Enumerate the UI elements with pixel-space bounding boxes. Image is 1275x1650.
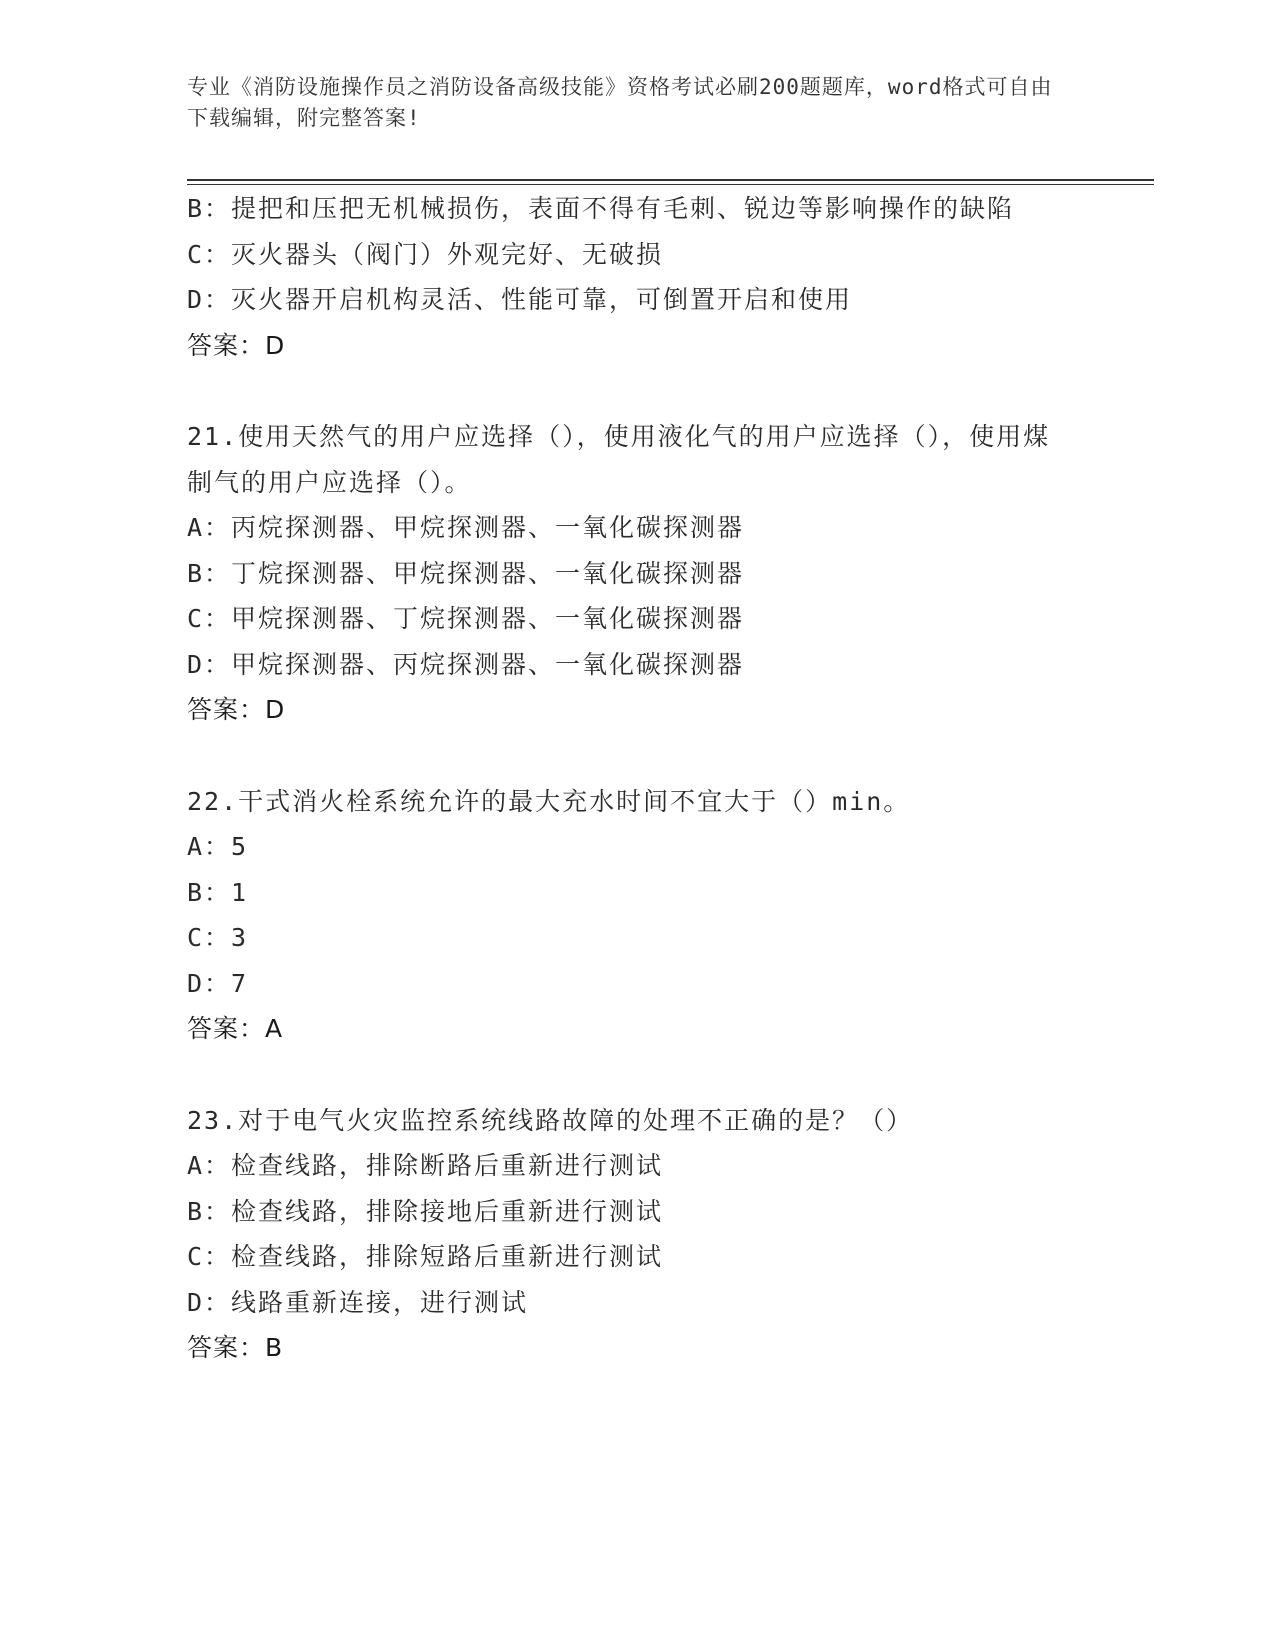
question-stem: 22.干式消火栓系统允许的最大充水时间不宜大于（）min。 bbox=[187, 786, 911, 816]
question-spacer bbox=[187, 368, 1087, 414]
option-d: D：灭火器开启机构灵活、性能可靠，可倒置开启和使用 bbox=[187, 285, 853, 314]
option-c: C：甲烷探测器、丁烷探测器、一氧化碳探测器 bbox=[187, 604, 745, 633]
answer-line: 答案：B bbox=[187, 1333, 284, 1362]
question-23 bbox=[187, 1098, 1087, 1371]
question-22 bbox=[187, 779, 1087, 1052]
option-b: B：检查线路，排除接地后重新进行测试 bbox=[187, 1196, 664, 1226]
option-c: C：检查线路，排除短路后重新进行测试 bbox=[187, 1242, 664, 1271]
header-divider-thin bbox=[187, 184, 1154, 185]
question-20-continued bbox=[187, 186, 1087, 368]
option-a: A：丙烷探测器、甲烷探测器、一氧化碳探测器 bbox=[187, 513, 745, 542]
question-stem: 21.使用天然气的用户应选择（），使用液化气的用户应选择（），使用煤制气的用户应选择（）。 bbox=[187, 422, 1051, 497]
answer-line: 答案：A bbox=[187, 1014, 284, 1043]
header-divider-thick bbox=[187, 179, 1154, 181]
option-b: B：提把和压把无机械损伤，表面不得有毛刺、锐边等影响操作的缺陷 bbox=[187, 194, 1015, 223]
option-d: D：甲烷探测器、丙烷探测器、一氧化碳探测器 bbox=[187, 649, 745, 679]
option-d: D：7 bbox=[187, 968, 249, 998]
question-spacer bbox=[187, 1052, 1087, 1098]
question-list bbox=[187, 186, 1087, 1371]
option-d: D：线路重新连接，进行测试 bbox=[187, 1287, 529, 1317]
option-a: A：检查线路，排除断路后重新进行测试 bbox=[187, 1151, 664, 1180]
question-21 bbox=[187, 414, 1087, 733]
answer-line: 答案：D bbox=[187, 330, 286, 360]
option-c: C：灭火器头（阀门）外观完好、无破损 bbox=[187, 239, 664, 269]
option-b: B：1 bbox=[187, 877, 249, 907]
question-spacer bbox=[187, 733, 1087, 779]
answer-line: 答案：D bbox=[187, 695, 286, 724]
option-c: C：3 bbox=[187, 923, 249, 952]
option-a: A：5 bbox=[187, 832, 249, 861]
document-header: 专业《消防设施操作员之消防设备高级技能》资格考试必刷200题题库，word格式可自由下载编辑，附完整答案! bbox=[187, 75, 1053, 130]
option-b: B：丁烷探测器、甲烷探测器、一氧化碳探测器 bbox=[187, 558, 745, 588]
question-stem: 23.对于电气火灾监控系统线路故障的处理不正确的是？（） bbox=[187, 1105, 914, 1135]
